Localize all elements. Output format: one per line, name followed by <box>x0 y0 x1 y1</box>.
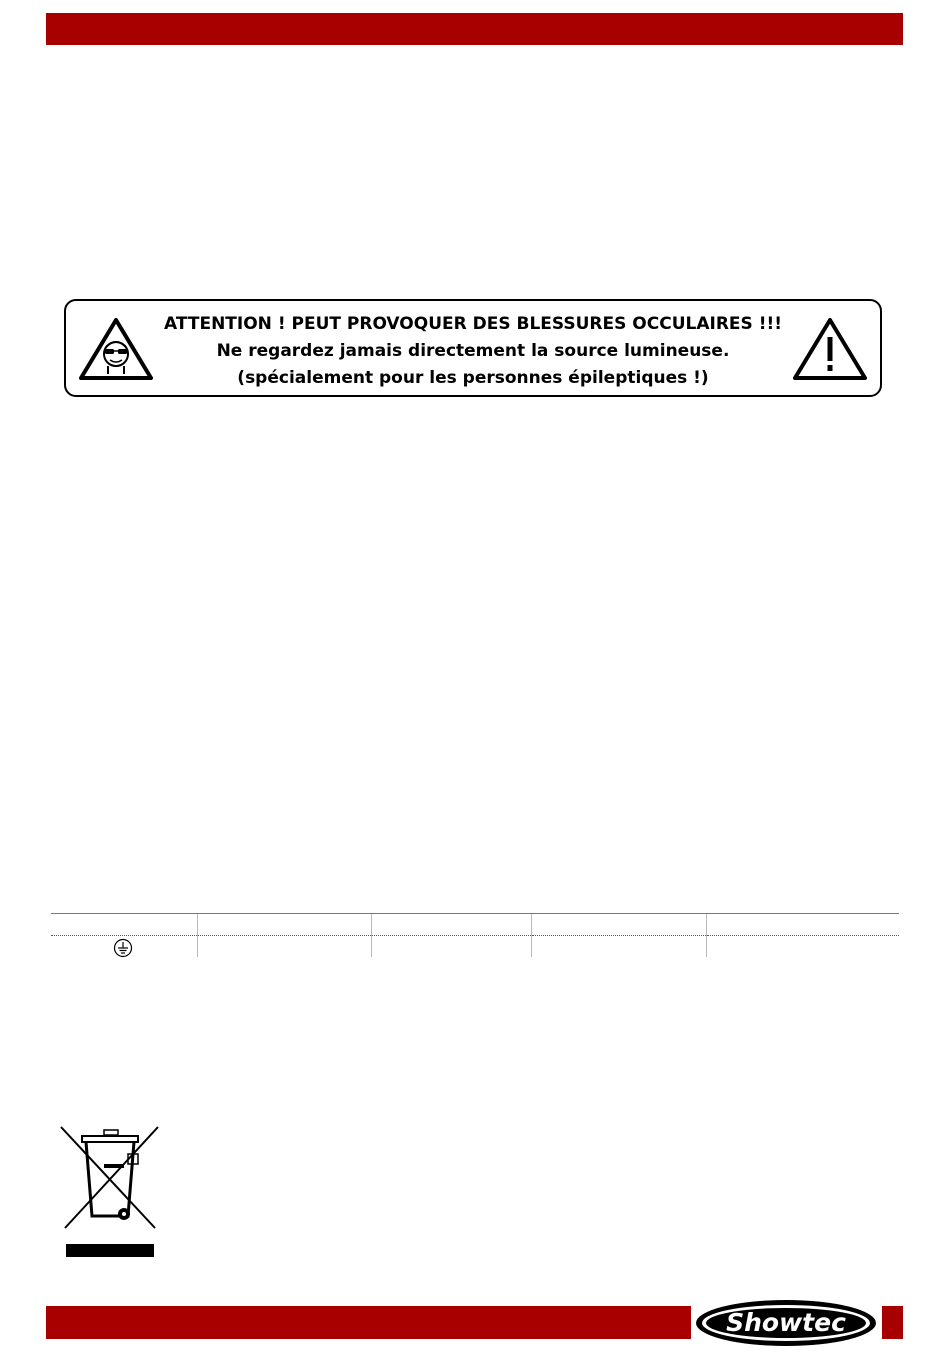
warning-instruction: Ne regardez jamais directement la source lumineuse. <box>216 341 730 361</box>
warning-note: (spécialement pour les personnes épileptiques !) <box>237 368 709 388</box>
table-cell <box>706 914 899 936</box>
table-cell <box>371 914 531 936</box>
footer-bar <box>46 1306 691 1339</box>
table-cell <box>198 914 371 936</box>
table-cell <box>532 914 706 936</box>
eye-warning-box <box>64 299 882 397</box>
header-bar <box>46 13 903 45</box>
logo-text: Showtec <box>726 1308 846 1337</box>
table-cell <box>532 936 706 958</box>
table-cell <box>371 936 531 958</box>
footer-bar-end <box>882 1306 903 1339</box>
warning-text <box>66 311 880 392</box>
table-cell <box>51 936 198 958</box>
wiring-table <box>51 913 899 957</box>
warning-headline: ATTENTION ! PEUT PROVOQUER DES BLESSURES OCCULAIRES !!! <box>164 314 782 334</box>
crossed-out-bin-icon <box>58 1124 162 1260</box>
table-cell <box>51 914 198 936</box>
table-row <box>51 914 899 936</box>
table-cell <box>198 936 371 958</box>
protective-earth-icon <box>113 938 133 958</box>
showtec-logo <box>694 1298 878 1348</box>
table-row <box>51 936 899 958</box>
table-cell <box>706 936 899 958</box>
warning-triangle-icon <box>792 317 868 381</box>
